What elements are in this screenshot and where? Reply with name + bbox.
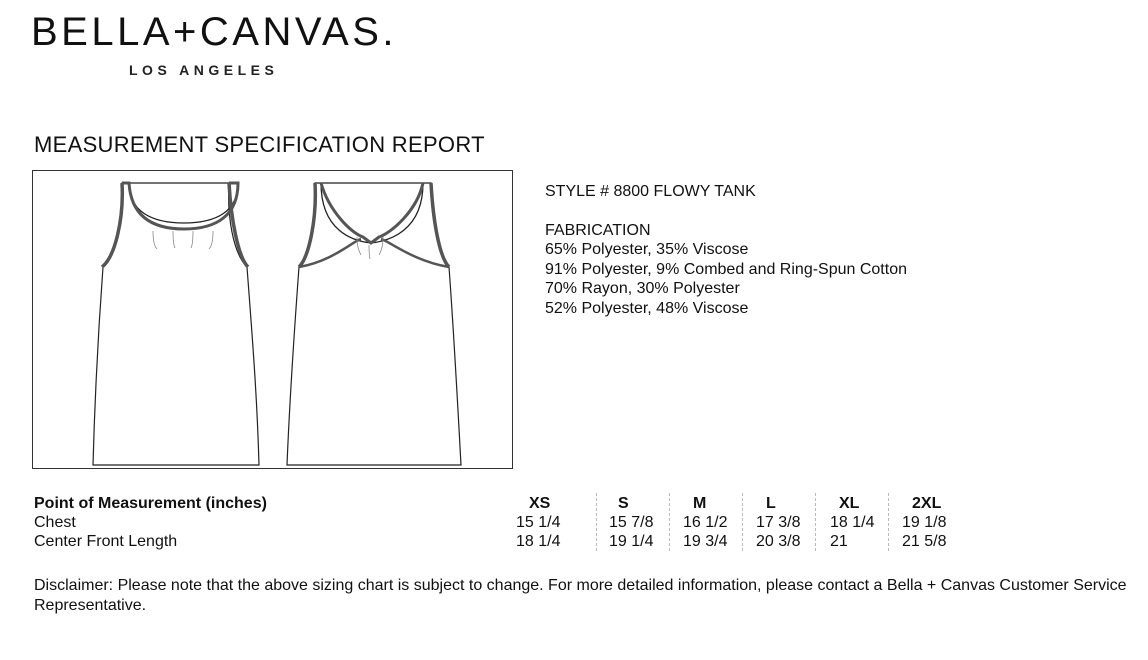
cell-value: 18 1/4 [830, 514, 875, 531]
style-number: STYLE # 8800 FLOWY TANK [545, 183, 756, 200]
cell-value: 19 1/4 [609, 533, 654, 550]
measurement-header: Point of Measurement (inches) [34, 495, 267, 512]
size-header-l: L [766, 495, 776, 512]
column-divider [596, 493, 597, 551]
cell-value: 15 1/4 [516, 514, 561, 531]
column-divider [888, 493, 889, 551]
tank-back-view [287, 183, 461, 465]
report-title: MEASUREMENT SPECIFICATION REPORT [34, 132, 485, 157]
cell-value: 17 3/8 [756, 514, 801, 531]
row-label: Chest [34, 514, 76, 531]
column-divider [742, 493, 743, 551]
column-divider [815, 493, 816, 551]
cell-value: 19 3/4 [683, 533, 728, 550]
cell-value: 18 1/4 [516, 533, 561, 550]
cell-value: 21 [830, 533, 848, 550]
disclaimer-text: Disclaimer: Please note that the above sizing chart is subject to change. For more detailed information, please contact a Bella + Canvas Customer Service Representative. [34, 577, 1127, 614]
cell-value: 15 7/8 [609, 514, 654, 531]
style-specs [545, 182, 907, 318]
size-header-s: S [618, 495, 629, 512]
fabrication-item: 65% Polyester, 35% Viscose [545, 241, 749, 258]
cell-value: 16 1/2 [683, 514, 728, 531]
fabrication-heading: FABRICATION [545, 221, 651, 239]
tank-front-view [93, 183, 259, 465]
size-header-xs: XS [529, 495, 551, 512]
size-header-m: M [693, 495, 707, 512]
cell-value: 20 3/8 [756, 533, 801, 550]
fabrication-item: 70% Rayon, 30% Polyester [545, 280, 740, 297]
fabrication-item: 52% Polyester, 48% Viscose [545, 299, 749, 317]
cell-value: 21 5/8 [902, 533, 947, 550]
cell-value: 19 1/8 [902, 514, 947, 531]
brand-location: LOS ANGELES [129, 62, 279, 78]
size-header-2xl: 2XL [912, 495, 942, 512]
brand-logo: BELLA+CANVAS. [31, 10, 398, 54]
garment-drawing [32, 170, 513, 469]
column-divider [669, 493, 670, 551]
fabrication-item: 91% Polyester, 9% Combed and Ring-Spun Cotton [545, 260, 907, 278]
row-label: Center Front Length [34, 533, 178, 550]
size-header-xl: XL [839, 495, 860, 512]
